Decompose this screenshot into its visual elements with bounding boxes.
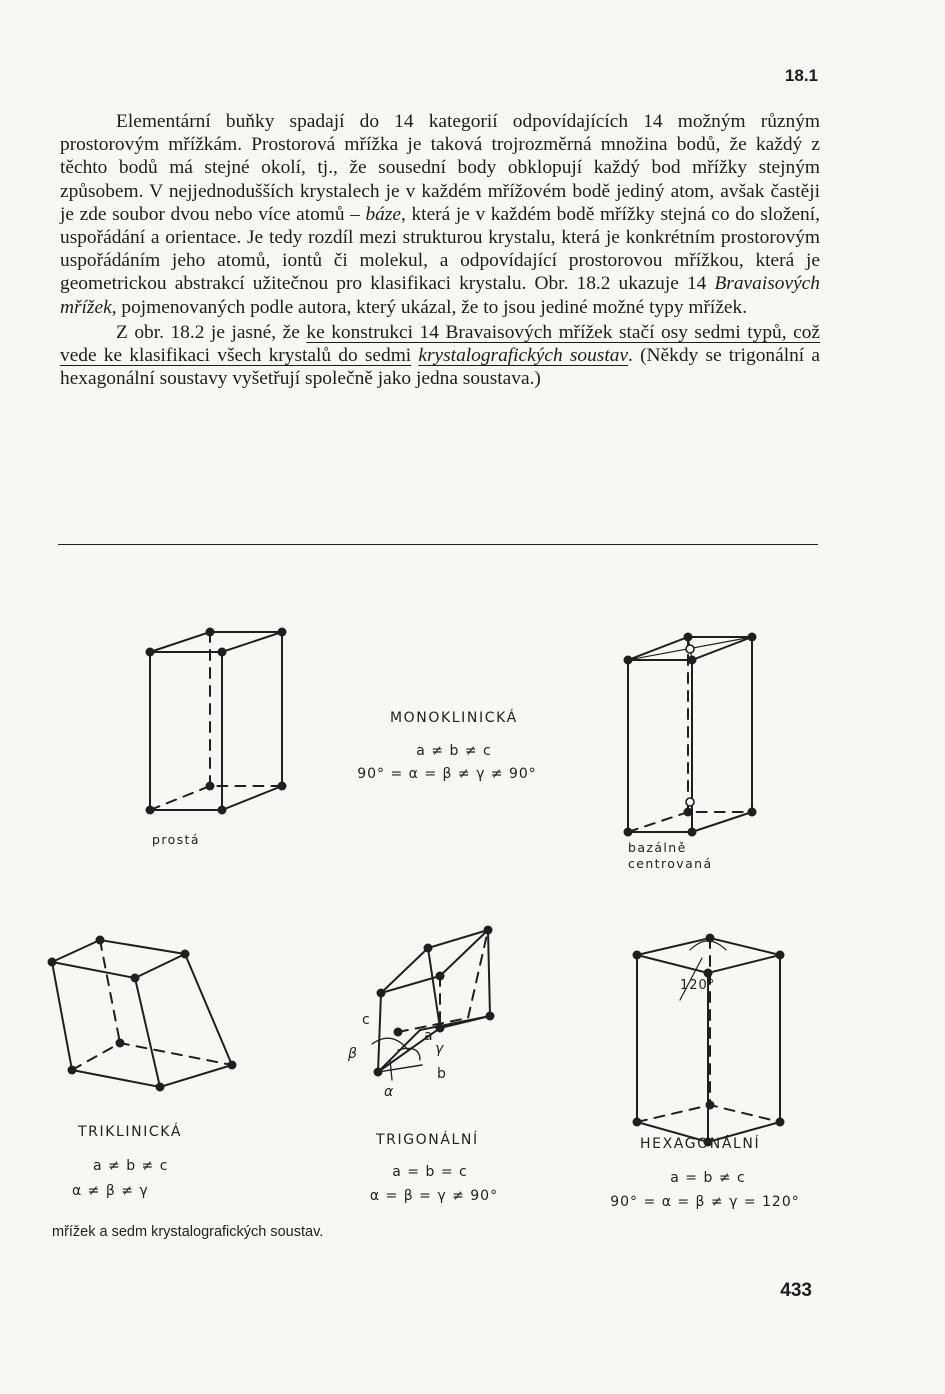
figure-caption: mřížek a sedm krystalografických soustav.	[52, 1224, 324, 1240]
monoclinic-lengths: a ≠ b ≠ c	[416, 743, 492, 759]
paragraph-1-text-c: , pojmenovaných podle autora, který ukázal, že to jsou jediné možné typy mřížek.	[111, 296, 748, 318]
triclinic-lengths: a ≠ b ≠ c	[93, 1158, 169, 1174]
trigonal-title: TRIGONÁLNÍ	[376, 1132, 479, 1148]
paragraph-2-text-b: . (Někdy se trigonální a hexagonální soustavy vyšetřují společně jako jedna soustava.)	[60, 345, 820, 390]
monoclinic-angles: 90° = α = β ≠ γ ≠ 90°	[357, 766, 537, 782]
trigonal-cell	[372, 926, 495, 1081]
page-number: 433	[780, 1280, 812, 1301]
trigonal-angle-beta: β	[348, 1046, 358, 1062]
trigonal-axis-b: b	[437, 1066, 447, 1082]
body-text	[60, 110, 820, 390]
trigonal-axis-a: a	[424, 1028, 434, 1044]
section-number: 18.1	[784, 66, 818, 85]
divider-line	[58, 544, 818, 545]
term-baze: báze	[365, 203, 402, 225]
monoclinic-based-label-2: centrovaná	[628, 856, 713, 871]
hexagonal-angles: 90° = α = β ≠ γ = 120°	[610, 1194, 800, 1210]
hexagonal-title: HEXAGONÁLNÍ	[640, 1136, 761, 1152]
paragraph-2-text: Z obr. 18.2 je jasné, že	[116, 321, 307, 343]
underlined-text: ke konstrukci 14 Bravaisových mřížek stačí osy sedmi typů, což vede ke klasifikaci všech krystalů do sedmi	[60, 321, 821, 367]
monoclinic-based-label-1: bazálně	[628, 840, 687, 855]
triclinic-angles: α ≠ β ≠ γ	[72, 1183, 149, 1199]
trigonal-lengths: a = b = c	[392, 1164, 468, 1180]
trigonal-angle-alpha: α	[384, 1084, 395, 1100]
trigonal-angles: α = β = γ ≠ 90°	[369, 1188, 499, 1204]
triclinic-cell	[48, 936, 237, 1092]
monoclinic-simple-label: prostá	[152, 832, 200, 847]
hexagonal-lengths: a = b ≠ c	[670, 1170, 746, 1186]
term-crystal-systems: krystalografických soustav	[418, 345, 629, 367]
term-bravais: Bravaisových mřížek	[60, 273, 820, 318]
monoclinic-base-centred-cell	[624, 633, 757, 837]
bravais-lattice-figure	[0, 560, 945, 1250]
paragraph-2	[60, 321, 820, 391]
paragraph-1-text: Elementární buňky spadají do 14 kategorií odpovídajících 14 možným různým prostorovým mřížkám. Prostorová mřížka je taková trojrozměrná množina bodů, že každý z těchto bodů má stejné okolí, tj., že sousední body obklopují každý bod mřížky stejným způsobem. V nejjednodušších krystalech je v každém mřížovém bodě jediný atom, avšak častěji je zde soubor dvou nebo více atomů –	[60, 111, 820, 225]
hexagonal-angle-label: 120°	[680, 978, 716, 993]
monoclinic-simple-cell	[146, 628, 287, 815]
triclinic-title: TRIKLINICKÁ	[78, 1124, 183, 1140]
paragraph-1-text-b: , která je v každém bodě mřížky stejná co do složení, uspořádání a orientace. Je tedy rozdíl mezi strukturou krystalu, která je konkrétním prostorovým uspořádáním jeho atomů, iontů či molekul, a odpovídající prostorovou mřížkou, která je geometrickou abstrakcí užitečnou pro klasifikaci krystalu. Obr. 18.2 ukazuje 14	[60, 203, 820, 295]
paragraph-1	[60, 110, 820, 319]
monoclinic-title: MONOKLINICKÁ	[390, 710, 518, 726]
trigonal-axis-c: c	[362, 1012, 371, 1028]
hexagonal-cell	[633, 934, 785, 1147]
trigonal-angle-gamma: γ	[435, 1041, 445, 1057]
